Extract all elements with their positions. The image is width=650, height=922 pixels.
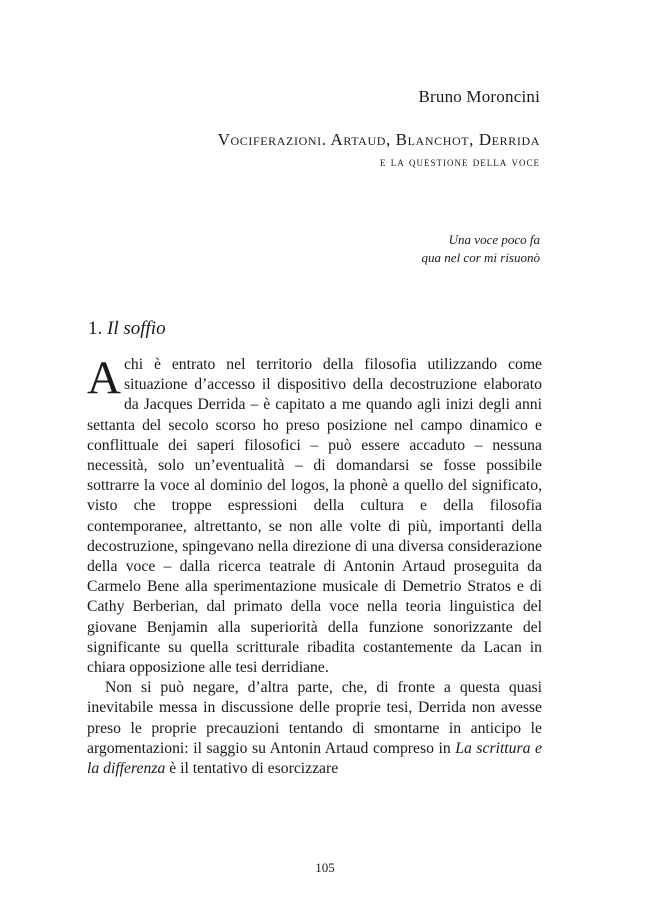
section-heading: [88, 318, 166, 340]
paragraph: [87, 352, 542, 678]
author-name: Bruno Moroncini: [418, 87, 540, 106]
page-number: 105: [315, 860, 335, 875]
chapter-subtitle: e la questione della voce: [380, 154, 540, 169]
epigraph-line: Una voce poco fa: [448, 232, 540, 247]
chapter-title: Vociferazioni. Artaud, Blanchot, Derrida: [217, 130, 540, 149]
paragraph-text: è il tentativo di esorcizzare: [165, 760, 339, 778]
section-number: 1.: [88, 318, 103, 339]
section-title: Il soffio: [107, 318, 166, 339]
paragraph-text: Non si può negare, d’altra parte, che, di fronte a questa quasi inevitabile messa in discussione delle proprie tesi, Derrida non avesse preso le proprie precauzioni tentando di smontarne in anticipo le argomentazioni: il saggio su Antonin Artaud compreso in: [87, 679, 542, 757]
paragraph-text: chi è entrato nel territorio della filosofia utilizzando come situazione d’accesso il dispositivo della decostruzione elaborato da Jacques Derrida – è capitato a me quando agli inizi degli anni settanta del secolo scorso ho preso posizione nel campo dinamico e conflittuale dei saperi filosofici – può essere accaduto – nessuna necessità, solo un’eventualità – di domandarsi se fosse possibile sottrarre la voce al dominio del logos, la phonè a quello del significato, visto che troppe espressioni della cultura e della filosofia contemporanee, altrettanto, se non alle volte di più, importanti della decostruzione, spingevano nella direzione di una diversa considerazione della voce – dalla ricerca teatrale di Antonin Artaud proseguita da Carmelo Bene alla sperimentazione musicale di Demetrio Stratos e di Cathy Berberian, dal primato della voce nella teoria linguistica del giovane Benjamin alla superiorità della funzione sonorizzante del significante su quella scritturale ribadita costantemente da Lacan in chiara opposizione alle tesi derridiane.: [87, 356, 542, 677]
epigraph: [422, 231, 540, 267]
epigraph-line: qua nel cor mi risuonò: [421, 250, 540, 265]
body-text: [87, 352, 542, 779]
drop-cap: A: [87, 352, 121, 404]
book-title: La scrittura e la differenza: [87, 739, 542, 778]
paragraph: [87, 678, 542, 779]
